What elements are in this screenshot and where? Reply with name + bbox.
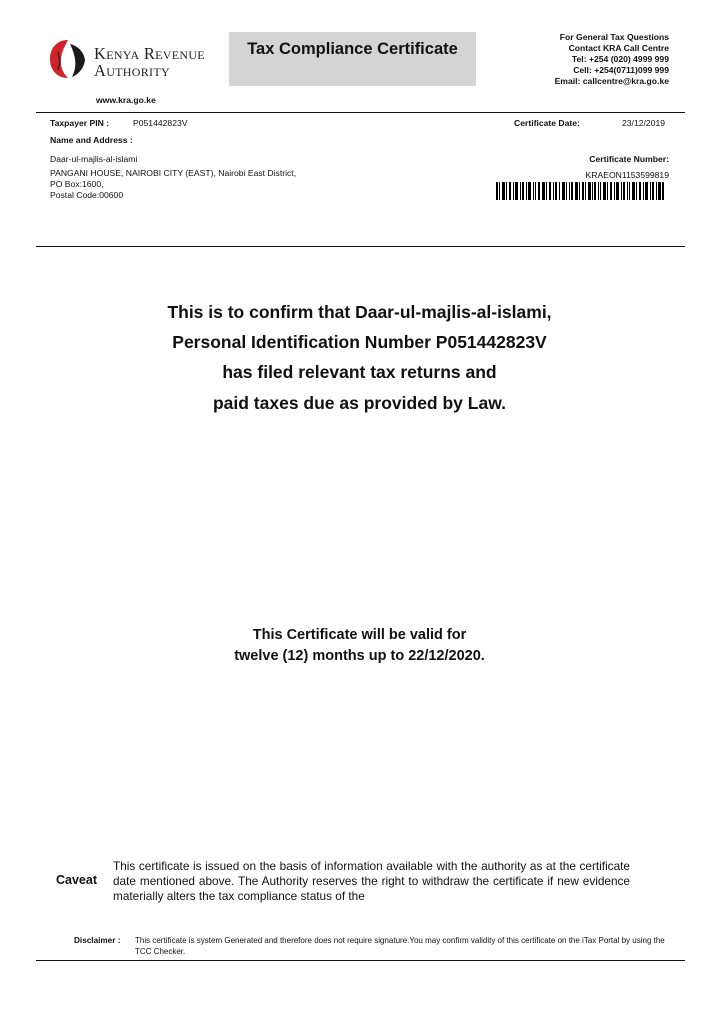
disclaimer-text: This certificate is system Generated and therefore does not require signature.You may confirm validity of this certificate on the iTax Portal by using the TCC Checker. <box>135 936 665 956</box>
certificate-number-value: KRAEON1153599819 <box>585 170 669 180</box>
confirmation-line3: has filed relevant tax returns and <box>222 362 497 382</box>
taxpayer-pin-label: Taxpayer PIN : <box>50 118 110 128</box>
validity-line1: This Certificate will be valid for <box>252 627 467 643</box>
contact-tel: Tel: +254 (020) 4999 999 <box>571 54 669 64</box>
contact-call-centre: Contact KRA Call Centre <box>568 43 669 53</box>
document-title: Tax Compliance Certificate <box>247 40 458 58</box>
contact-heading: For General Tax Questions <box>559 32 669 42</box>
website-link[interactable]: www.kra.go.ke <box>96 95 156 105</box>
certificate-date-value: 23/12/2019 <box>622 118 666 128</box>
taxpayer-address-line1: PANGANI HOUSE, NAIROBI CITY (EAST), Nairobi East District, <box>50 168 297 178</box>
header-divider <box>36 112 685 113</box>
logo-text-line1: Kenya Revenue <box>94 44 205 63</box>
confirmation-line4: paid taxes due as provided by Law. <box>212 393 507 413</box>
contact-cell: Cell: +254(0711)099 999 <box>573 65 669 75</box>
caveat-text: This certificate is issued on the basis of information available with the authority as at the certificate date mentioned above. The Authority reserves the right to withdraw the certificate if new evidence materially alters the tax compliance status of the <box>113 859 630 903</box>
validity-line2: twelve (12) months up to 22/12/2020. <box>234 648 485 664</box>
certificate-number-label: Certificate Number: <box>589 154 669 164</box>
caveat-label: Caveat <box>56 873 97 887</box>
confirmation-line2: Personal Identification Number P051442823V <box>172 332 547 352</box>
kra-lion-logo-icon <box>48 38 88 80</box>
taxpayer-pin-value: P051442823V <box>133 118 188 128</box>
info-divider <box>36 246 685 247</box>
certificate-date-label: Certificate Date: <box>514 118 580 128</box>
footer-divider <box>36 960 685 961</box>
disclaimer-label: Disclaimer : <box>74 936 121 945</box>
taxpayer-name: Daar-ul-majlis-al-islami <box>50 154 138 164</box>
barcode-icon <box>496 182 664 200</box>
taxpayer-address-line3: Postal Code:00600 <box>50 190 124 200</box>
name-address-label: Name and Address : <box>50 135 133 145</box>
confirmation-line1: This is to confirm that Daar-ul-majlis-al-islami, <box>167 302 552 322</box>
contact-email[interactable]: Email: callcentre@kra.go.ke <box>554 76 669 86</box>
taxpayer-address-line2: PO Box:1600, <box>50 179 104 189</box>
logo-text-line2: Authority <box>94 61 170 80</box>
